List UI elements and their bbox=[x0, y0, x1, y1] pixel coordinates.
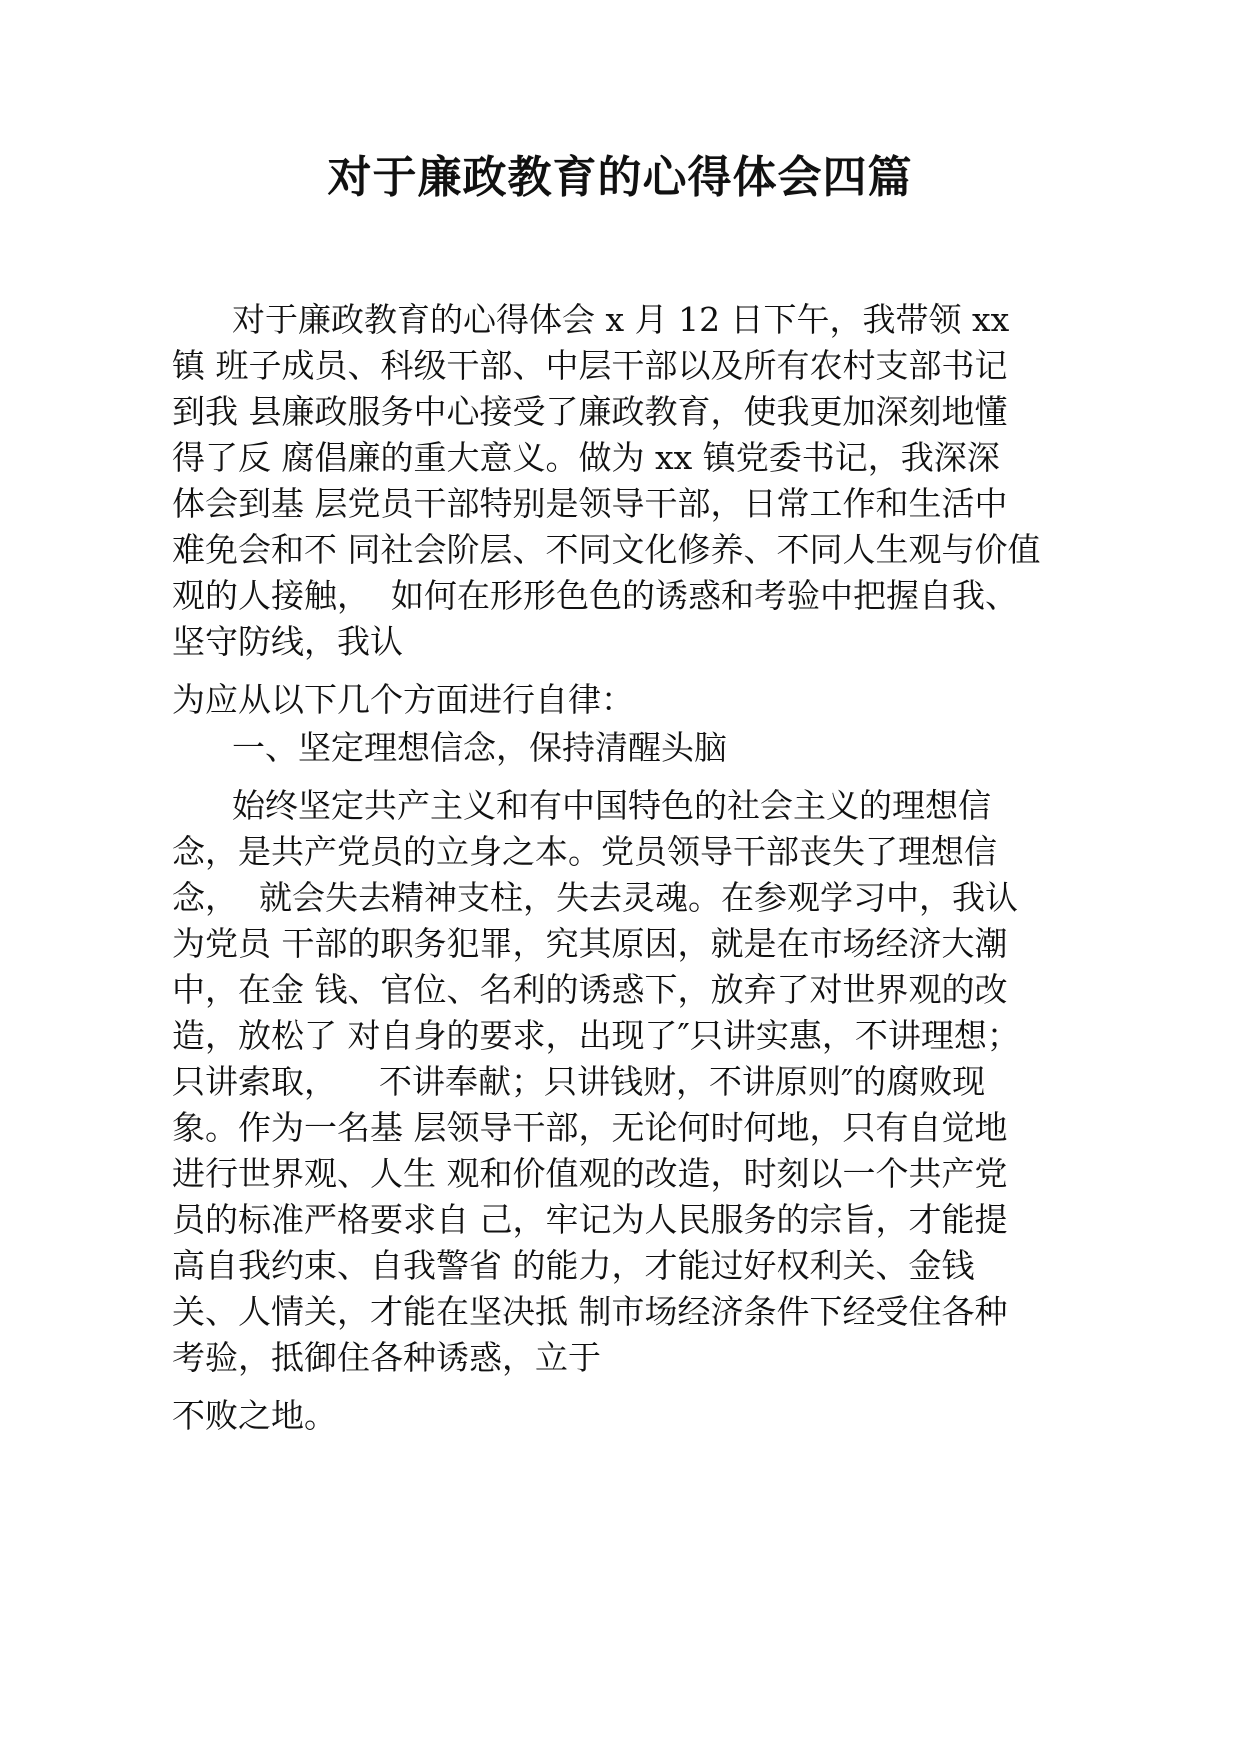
document-title: 对于廉政教育的心得体会四篇 bbox=[327, 152, 913, 203]
paragraph-line: 镇 班子成员、科级干部、中层干部以及所有农村支部书记 bbox=[172, 346, 1008, 385]
paragraph-line: 到我 县廉政服务中心接受了廉政教育，使我更加深刻地懂 bbox=[172, 392, 1008, 431]
paragraph-line: 始终坚定共产主义和有中国特色的社会主义的理想信 bbox=[232, 786, 991, 825]
paragraph-line: 为应从以下几个方面进行自律： bbox=[172, 680, 634, 719]
paragraph-line: 观的人接触， 如何在形形色色的诱惑和考验中把握自我、 bbox=[172, 576, 1018, 615]
paragraph-line: 念， 就会失去精神支柱，失去灵魂。在参观学习中，我认 bbox=[172, 878, 1018, 917]
paragraph-line: 中，在金 钱、官位、名利的诱惑下，放弃了对世界观的改 bbox=[172, 970, 1008, 1009]
paragraph-line: 体会到基 层党员干部特别是领导干部，日常工作和生活中 bbox=[172, 484, 1008, 523]
paragraph-line: 为党员 干部的职务犯罪，究其原因，就是在市场经济大潮 bbox=[172, 924, 1008, 963]
paragraph-line: 难免会和不 同社会阶层、不同文化修养、不同人生观与价值 bbox=[172, 530, 1041, 569]
paragraph-line: 得了反 腐倡廉的重大意义。做为 xx 镇党委书记，我深深 bbox=[172, 438, 1000, 477]
paragraph-line: 象。作为一名基 层领导干部，无论何时何地，只有自觉地 bbox=[172, 1108, 1008, 1147]
paragraph-line: 念，是共产党员的立身之本。党员领导干部丧失了理想信 bbox=[172, 832, 997, 871]
section-heading: 一、坚定理想信念，保持清醒头脑 bbox=[232, 728, 727, 767]
paragraph-line: 考验，抵御住各种诱惑，立于 bbox=[172, 1338, 601, 1377]
paragraph-line: 员的标准严格要求自 己，牢记为人民服务的宗旨，才能提 bbox=[172, 1200, 1008, 1239]
paragraph-line: 只讲索取， 不讲奉献；只讲钱财，不讲原则″的腐败现 bbox=[172, 1062, 986, 1101]
paragraph-line: 造，放松了 对自身的要求，出现了″只讲实惠，不讲理想； bbox=[172, 1016, 1020, 1055]
paragraph-line: 坚守防线，我认 bbox=[172, 622, 403, 661]
paragraph-line: 关、人情关，才能在坚决抵 制市场经济条件下经受住各种 bbox=[172, 1292, 1008, 1331]
paragraph-line: 进行世界观、人生 观和价值观的改造，时刻以一个共产党 bbox=[172, 1154, 1008, 1193]
paragraph-line: 不败之地。 bbox=[172, 1396, 337, 1435]
paragraph-line: 高自我约束、自我警省 的能力，才能过好权利关、金钱 bbox=[172, 1246, 975, 1285]
paragraph-line: 对于廉政教育的心得体会 x 月 12 日下午，我带领 xx bbox=[232, 300, 1010, 339]
